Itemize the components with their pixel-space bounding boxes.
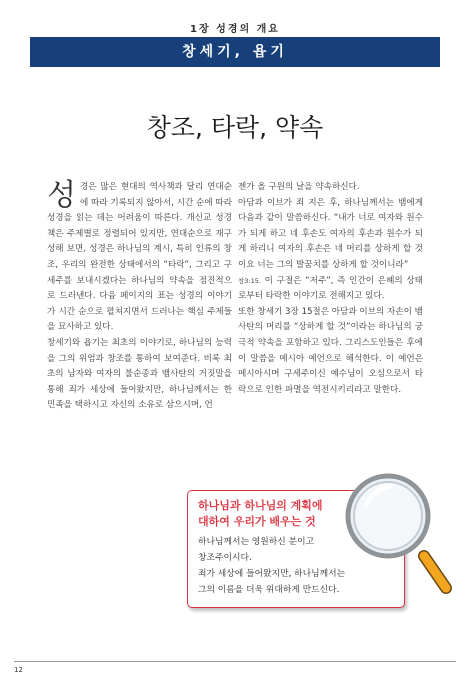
serpent-tail: 이 구절은 “저주”, 즉 인간이 은혜의 상태로부터 타락한 이야기로 전해지고 있다. xyxy=(238,275,423,302)
serpent-paragraph xyxy=(238,196,423,305)
section-banner: 창세기, 욥기 xyxy=(30,37,440,67)
body-column-right xyxy=(238,180,423,398)
prophecy-paragraph: 또한 창세기 3장 15절은 아담과 이브의 자손이 뱀사탄의 머리를 “상하게 할 것”이라는 하나님의 궁극적 약속을 포함하고 있다. 그리스도인들은 후에 이 말씀을 메시아 예언으로 해석한다. 이 예언은 메시아시며 구세주이신 예수님이 오심으로서 타락으로 인한 파멸을 역전시키리라고 말한다. xyxy=(238,306,423,395)
intro-text: 경은 많은 현대의 역사책과 달리 연대순에 따라 기록되지 않아서, 시간 순에 따라 성경을 읽는 데는 어려움이 따른다. 개신교 성경책은 주제별로 정렬되어 있지만, 연대순으로 재구성해 보면, 성경은 하나님의 계시, 특히 인류의 창조, 우리의 완전한 상태에서의 “타락”, 그리고 구세주를 보내시겠다는 하나님의 약속을 점진적으로 드러낸다. 다음 페이지의 표는 성경의 이야기가 시간 순으로 펼쳐지면서 드러나는 핵심 주제들을 묘사하고 있다. xyxy=(47,182,232,333)
continuation-paragraph: 젠가 올 구원의 날을 약속하신다. xyxy=(238,182,360,192)
callout-line-4: 그의 이름을 더욱 위대하게 만드신다. xyxy=(198,585,340,595)
drop-cap: 성 xyxy=(47,178,76,213)
footer-divider xyxy=(14,661,456,662)
body-column-left xyxy=(47,180,232,414)
genesis-job-paragraph: 창세기와 욥기는 최초의 이야기로, 하나님의 능력을 그의 위엄과 창조를 통하여 보여준다. 비록 최초의 남자와 여자의 불순종과 뱀사탄의 거짓말을 통해 죄가 세상에 들어왔지만, 하나님께서는 한 민족을 택하시고 자신의 소유로 삼으시며, 언 xyxy=(47,337,232,411)
callout-line-2: 창조주이시다. xyxy=(198,553,252,563)
callout-line-3: 죄가 세상에 들어왔지만, 하나님께서는 xyxy=(198,569,346,579)
chapter-heading: 1장 성경의 개요 xyxy=(190,24,280,35)
callout-heading-line1: 하나님과 하나님의 계획에 xyxy=(198,499,323,512)
page-title: 창조, 타락, 약속 xyxy=(146,113,324,142)
verse-reference: 창3:15. xyxy=(238,276,261,285)
magnifying-glass-icon xyxy=(338,468,456,596)
callout-line-1: 하나님께서는 영원하신 분이고 xyxy=(198,537,315,547)
callout-heading-line2: 대하여 우리가 배우는 것 xyxy=(198,515,316,528)
intro-paragraph xyxy=(47,180,232,336)
serpent-quote: 아담과 이브가 죄 지은 후, 하나님께서는 뱀에게 다음과 같이 말씀하신다. “내가 너로 여자와 원수가 되게 하고 네 후손도 여자의 후손과 원수가 되게 하리니 여자의 후손은 네 머리를 상하게 할 것이요 너는 그의 발꿈치를 상하게 할 것이니라” xyxy=(238,197,423,270)
page-number: 12 xyxy=(14,666,23,674)
